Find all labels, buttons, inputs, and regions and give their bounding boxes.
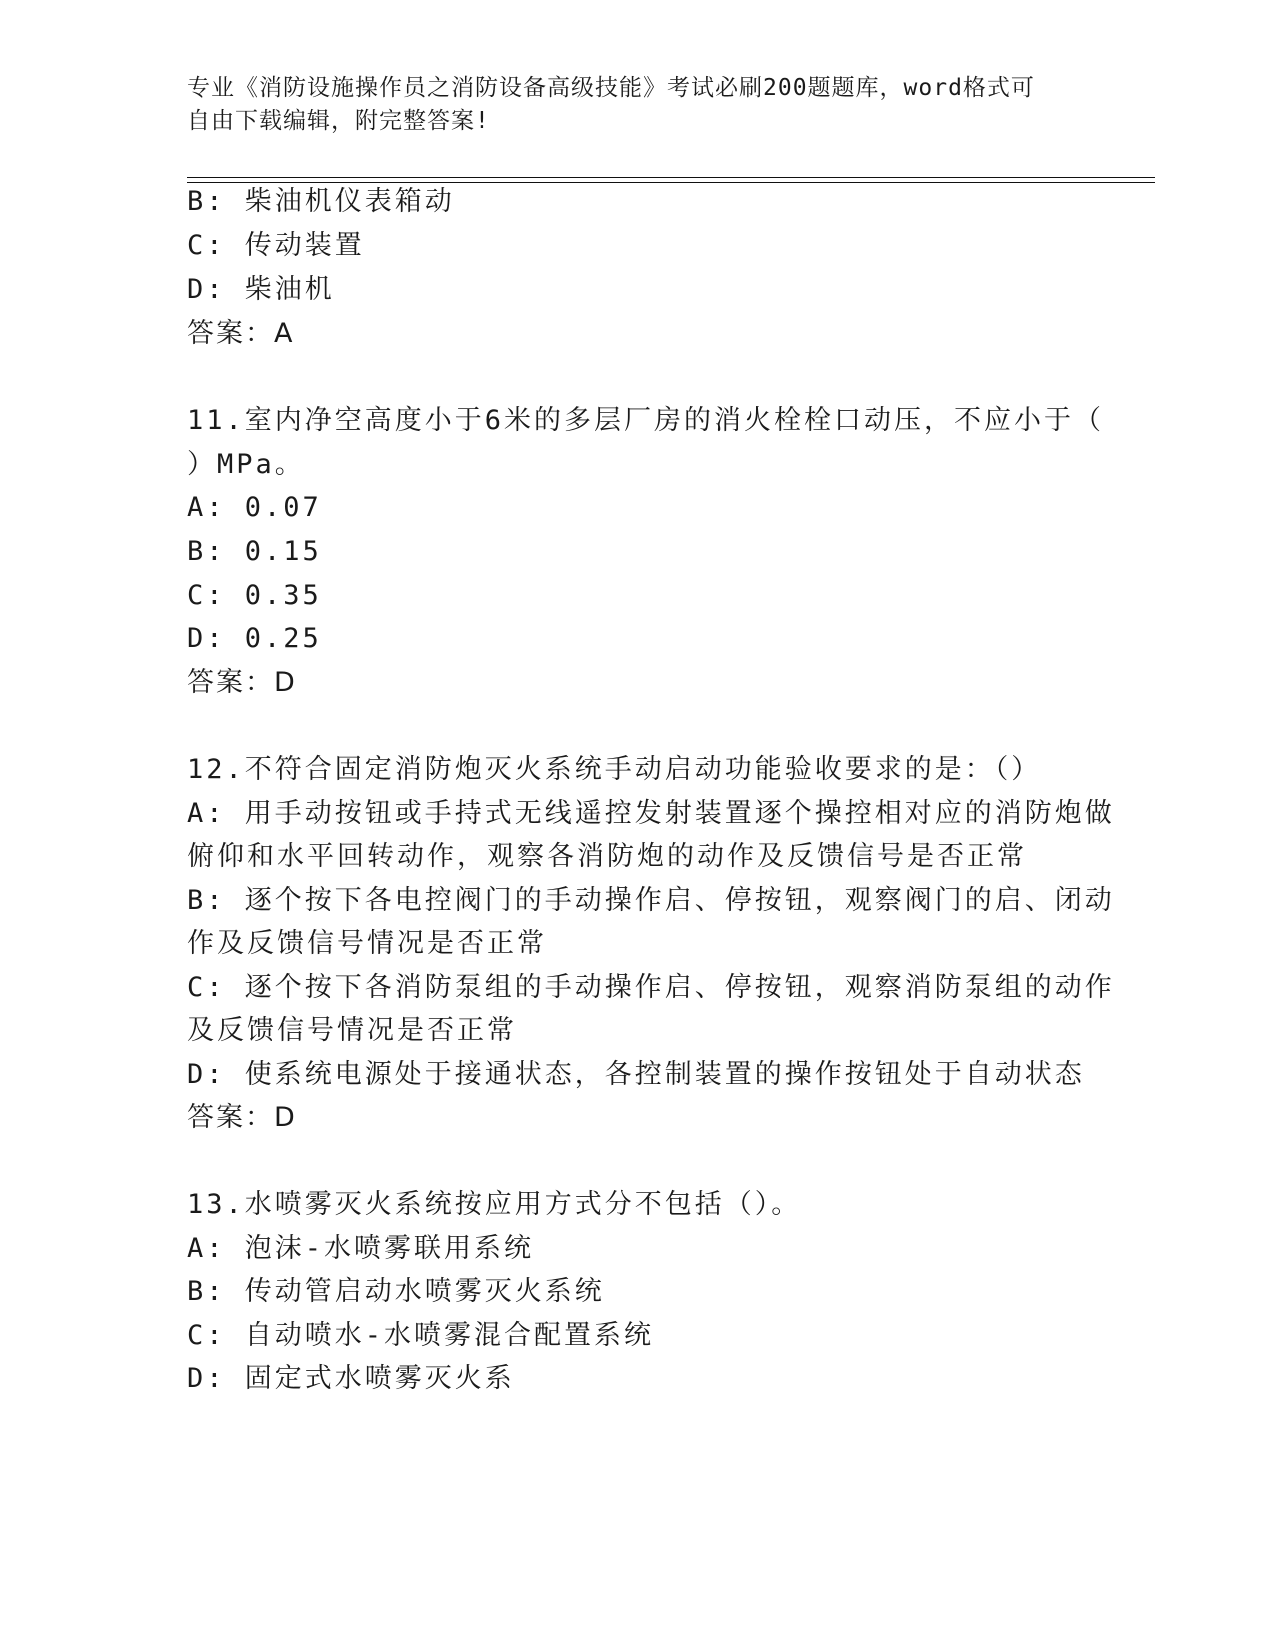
question-11-option-b: B: 0.15 (187, 536, 322, 567)
question-11-stem-line-2: ）MPa。 (187, 449, 305, 480)
option-b: B: 柴油机仪表箱动 (187, 186, 455, 217)
question-13-option-c: C: 自动喷水-水喷雾混合配置系统 (187, 1320, 655, 1351)
answer-label: 答案：A (187, 318, 295, 349)
question-13-option-a: A: 泡沫-水喷雾联用系统 (187, 1233, 535, 1264)
question-12-answer: 答案：D (187, 1102, 297, 1133)
question-12-option-c-line-1: C: 逐个按下各消防泵组的手动操作启、停按钮，观察消防泵组的动作 (187, 972, 1115, 1003)
question-11-answer: 答案：D (187, 667, 297, 698)
header-line-1: 专业《消防设施操作员之消防设备高级技能》考试必刷200题题库，word格式可 (187, 75, 1035, 101)
question-11-option-c: C: 0.35 (187, 580, 322, 611)
question-11-stem-line-1: 11.室内净空高度小于6米的多层厂房的消火栓栓口动压，不应小于（ (187, 405, 1105, 436)
document-header (187, 72, 1087, 138)
header-divider-top (187, 177, 1155, 178)
question-13-option-d: D: 固定式水喷雾灭火系 (187, 1363, 515, 1394)
question-11-option-d: D: 0.25 (187, 623, 322, 654)
header-line-2: 自由下载编辑，附完整答案! (187, 108, 490, 134)
question-12-option-b-line-2: 作及反馈信号情况是否正常 (187, 928, 547, 959)
question-11-option-a: A: 0.07 (187, 492, 322, 523)
question-12-option-d: D: 使系统电源处于接通状态，各控制装置的操作按钮处于自动状态 (187, 1059, 1085, 1090)
question-12-stem: 12.不符合固定消防炮灭火系统手动启动功能验收要求的是：（） (187, 754, 1042, 785)
question-13-option-b: B: 传动管启动水喷雾灭火系统 (187, 1276, 605, 1307)
question-12-option-c-line-2: 及反馈信号情况是否正常 (187, 1015, 517, 1046)
question-12-option-a-line-2: 俯仰和水平回转动作，观察各消防炮的动作及反馈信号是否正常 (187, 841, 1027, 872)
question-13-stem: 13.水喷雾灭火系统按应用方式分不包括（）。 (187, 1189, 802, 1220)
question-12-option-b-line-1: B: 逐个按下各电控阀门的手动操作启、停按钮，观察阀门的启、闭动 (187, 885, 1115, 916)
header-divider-bottom (187, 182, 1155, 183)
question-12-option-a-line-1: A: 用手动按钮或手持式无线遥控发射装置逐个操控相对应的消防炮做 (187, 798, 1115, 829)
option-d: D: 柴油机 (187, 274, 335, 305)
option-c: C: 传动装置 (187, 230, 365, 261)
